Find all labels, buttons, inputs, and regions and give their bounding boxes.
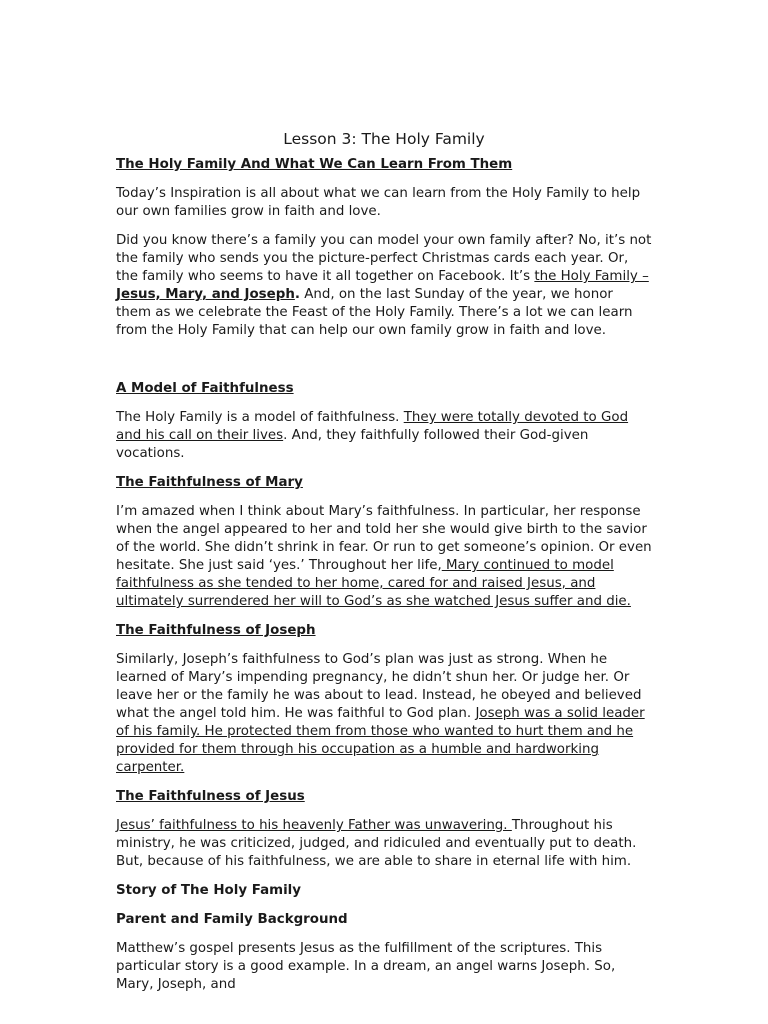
model-text-a: The Holy Family is a model of faithfulness. <box>116 410 404 425</box>
model-text-c: . And, they faithfully followed their God-given vocations. <box>116 428 589 461</box>
story-heading: Story of The Holy Family <box>116 883 301 898</box>
joseph-paragraph <box>116 651 652 777</box>
holy-family-link-text: the Holy Family – <box>534 269 649 284</box>
background-heading: Parent and Family Background <box>116 912 348 927</box>
jesus-paragraph <box>116 817 652 871</box>
model-paragraph <box>116 409 652 463</box>
intro-text-c: And, on the last Sunday of the year, we honor them as we celebrate the Feast of the Holy Family. There’s a lot we can learn from the Holy Family that can help our own family grow in faith and love. <box>116 287 633 338</box>
mary-text-a: I’m amazed when I think about Mary’s faithfulness. In particular, her response when the angel appeared to her and told her she would give birth to the savior of the world. She didn’t shrink in fear. Or run to get someone’s opinion. Or even hesitate. She just said ‘yes.’ Throughout her life, <box>116 504 652 573</box>
joseph-text-underlined: Joseph was a solid leader of his family. He protected them from those who wanted to hurt them and he provided for them through his occupation as a humble and hardworking carpenter. <box>116 706 645 775</box>
intro-paragraph-2 <box>116 232 652 340</box>
matthew-paragraph: Matthew’s gospel presents Jesus as the fulfillment of the scriptures. This particular story is a good example. In a dream, an angel warns Joseph. So, Mary, Joseph, and <box>116 941 616 992</box>
mary-heading: The Faithfulness of Mary <box>116 475 303 490</box>
intro-text-a: Did you know there’s a family you can model your own family after? No, it’s not the family who sends you the picture-perfect Christmas cards each year. Or, the family who seems to have it all together on Facebook. It’s <box>116 233 652 284</box>
mary-text-underlined: Mary continued to model faithfulness as she tended to her home, cared for and raised Jesus, and ultimately surrendered her will to God’s as she watched Jesus suffer and die. <box>116 558 631 609</box>
jesus-text-underlined: Jesus’ faithfulness to his heavenly Father was unwavering. <box>116 818 512 833</box>
intro-text-period: . <box>294 287 300 302</box>
joseph-text-a: Similarly, Joseph’s faithfulness to God’s plan was just as strong. When he learned of Mary’s impending pregnancy, he didn’t shun her. Or judge her. Or leave her or the family he was about to lead. Instead, he obeyed and believed what the angel told him. He was faithful to God plan. <box>116 652 642 721</box>
holy-family-names: Jesus, Mary, and Joseph <box>116 287 295 302</box>
intro-heading: The Holy Family And What We Can Learn From Them <box>116 157 513 172</box>
intro-paragraph-1: Today’s Inspiration is all about what we can learn from the Holy Family to help our own families grow in faith and love. <box>116 186 641 219</box>
model-text-underlined: They were totally devoted to God and his call on their lives <box>116 410 629 443</box>
joseph-heading: The Faithfulness of Joseph <box>116 623 316 638</box>
section-spacer <box>116 351 652 380</box>
document-page <box>116 124 652 1005</box>
mary-paragraph <box>116 503 652 611</box>
page-title: Lesson 3: The Holy Family <box>283 130 485 148</box>
jesus-heading: The Faithfulness of Jesus <box>116 789 305 804</box>
jesus-text-c: Throughout his ministry, he was criticized, judged, and ridiculed and eventually put to death. But, because of his faithfulness, we are able to share in eternal life with him. <box>116 818 637 869</box>
model-heading: A Model of Faithfulness <box>116 381 294 396</box>
